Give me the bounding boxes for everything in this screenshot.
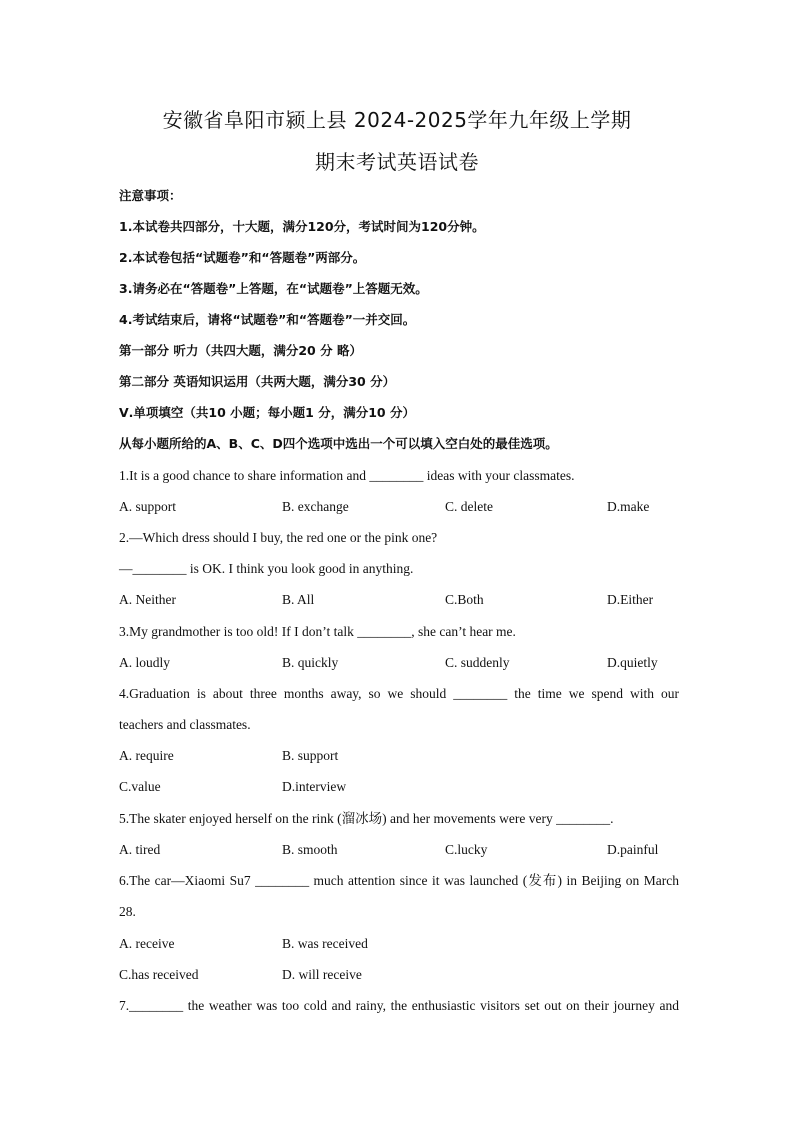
- q1-option-d: D.make: [607, 499, 650, 514]
- q5-option-b: B. smooth: [282, 842, 338, 857]
- note-item-4: 4.考试结束后，请将“试题卷”和“答题卷”一并交回。: [119, 312, 416, 327]
- q4-option-c: C.value: [119, 779, 161, 794]
- note-item-1: 1.本试卷共四部分，十大题，满分120分，考试时间为120分钟。: [119, 219, 485, 234]
- note-item-3: 3.请务必在“答题卷”上答题，在“试题卷”上答题无效。: [119, 281, 428, 296]
- q5-option-d: D.painful: [607, 842, 659, 857]
- section5-heading: Ⅴ.单项填空（共10 小题；每小题1 分，满分10 分）: [119, 405, 415, 420]
- q6-option-b: B. was received: [282, 936, 368, 951]
- question-6-stem: 6.The car—Xiaomi Su7 ________ much attention since it was launched (发布) in Beijing on March: [119, 873, 679, 888]
- q6-option-c: C.has received: [119, 967, 199, 982]
- question-2-stem: 2.—Which dress should I buy, the red one or the pink one?: [119, 530, 438, 545]
- q5-option-c: C.lucky: [445, 842, 488, 857]
- notes-heading: 注意事项：: [119, 188, 182, 203]
- exam-title-line2: 期末考试英语试卷: [315, 150, 479, 174]
- q3-option-c: C. suddenly: [445, 655, 510, 670]
- q4-option-d: D.interview: [282, 779, 347, 794]
- question-4-stem: 4.Graduation is about three months away, so we should ________ the time we spend with our: [119, 686, 679, 701]
- q4-option-b: B. support: [282, 748, 339, 763]
- q3-option-a: A. loudly: [119, 655, 171, 670]
- question-6-stem-line2: 28.: [119, 904, 136, 919]
- question-4-stem-line2: teachers and classmates.: [119, 717, 251, 732]
- question-7-stem: 7.________ the weather was too cold and rainy, the enthusiastic visitors set out on their journey and: [119, 998, 679, 1013]
- q2-option-c: C.Both: [445, 592, 484, 607]
- note-item-2: 2.本试卷包括“试题卷”和“答题卷”两部分。: [119, 250, 366, 265]
- q1-option-c: C. delete: [445, 499, 493, 514]
- section-instruction: 从每小题所给的A、B、C、D四个选项中选出一个可以填入空白处的最佳选项。: [119, 436, 558, 451]
- q6-option-a: A. receive: [119, 936, 175, 951]
- q6-option-d: D. will receive: [282, 967, 362, 982]
- part1-heading: 第一部分 听力（共四大题，满分20 分 略）: [119, 343, 362, 358]
- question-1-stem: 1.It is a good chance to share information and ________ ideas with your classmates.: [119, 468, 575, 483]
- q3-option-d: D.quietly: [607, 655, 658, 670]
- q2-option-a: A. Neither: [119, 592, 176, 607]
- q4-option-a: A. require: [119, 748, 174, 763]
- part2-heading: 第二部分 英语知识运用（共两大题，满分30 分）: [119, 374, 396, 389]
- q2-option-b: B. All: [282, 592, 315, 607]
- q5-option-a: A. tired: [119, 842, 161, 857]
- q3-option-b: B. quickly: [282, 655, 339, 670]
- question-3-stem: 3.My grandmother is too old! If I don’t talk ________, she can’t hear me.: [119, 624, 516, 639]
- q2-option-d: D.Either: [607, 592, 654, 607]
- exam-title-line1: 安徽省阜阳市颍上县 2024-2025学年九年级上学期: [162, 108, 632, 132]
- q1-option-b: B. exchange: [282, 499, 349, 514]
- q1-option-a: A. support: [119, 499, 176, 514]
- question-5-stem: 5.The skater enjoyed herself on the rink (溜冰场) and her movements were very ________.: [119, 811, 614, 826]
- question-2-stem-line2: —________ is OK. I think you look good in anything.: [119, 561, 414, 576]
